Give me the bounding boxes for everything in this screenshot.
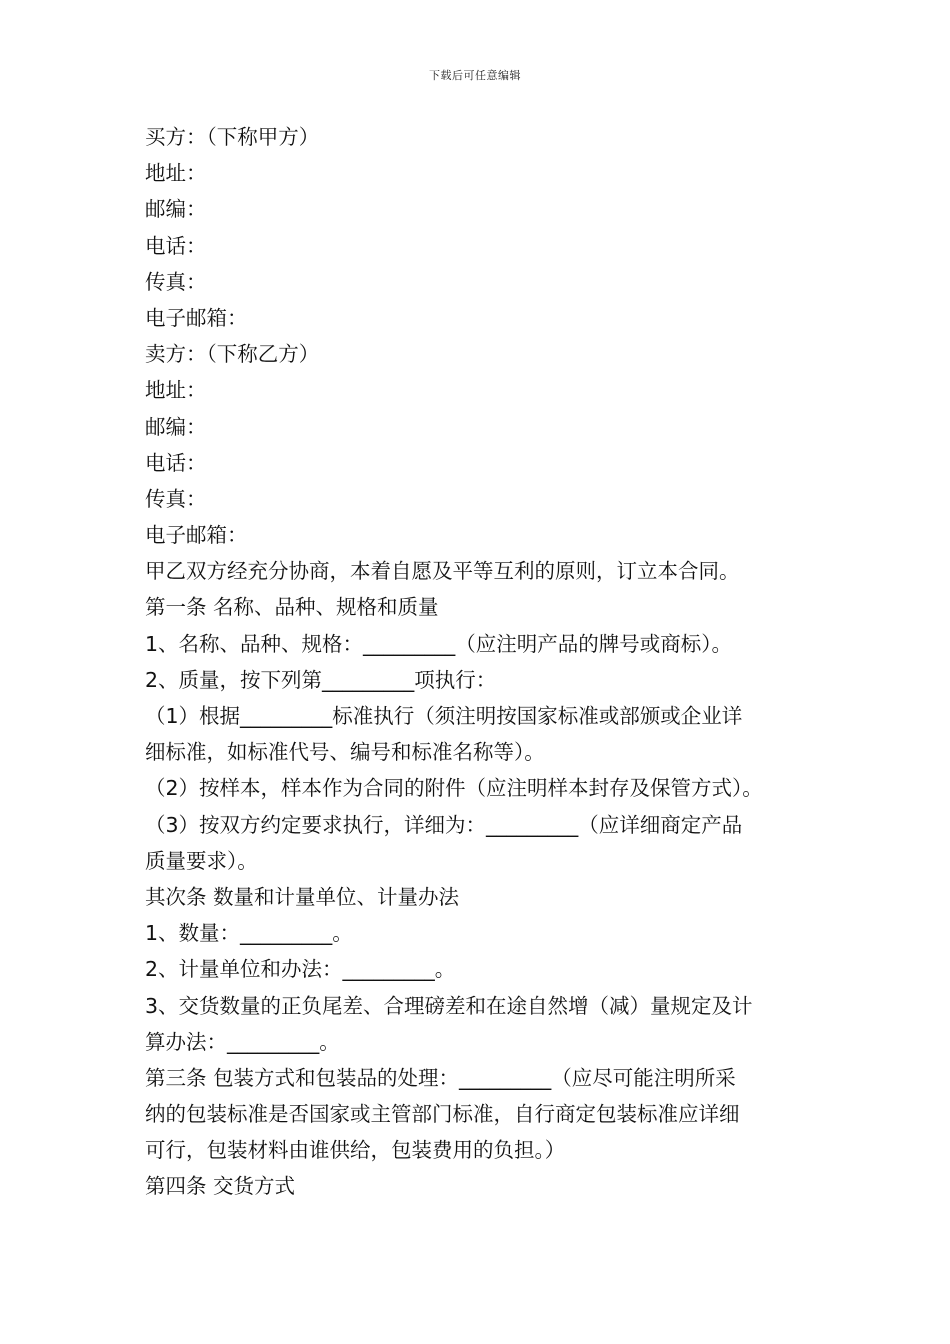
article-3-heading: 第三条 包装方式和包装品的处理：_________（应尽可能注明所采 bbox=[145, 1065, 736, 1090]
article-2-item-2: 2、计量单位和办法：_________。 bbox=[145, 957, 456, 982]
buyer-address-line: 地址： bbox=[145, 161, 207, 186]
header-note: 下载后可任意编辑 bbox=[429, 69, 521, 82]
article-1-subitem-2: （2）按样本，样本作为合同的附件（应注明样本封存及保管方式）。 bbox=[145, 776, 763, 801]
seller-fax-line: 传真： bbox=[145, 486, 207, 511]
article-1-heading: 第一条 名称、品种、规格和质量 bbox=[145, 595, 439, 620]
preamble-line: 甲乙双方经充分协商，本着自愿及平等互利的原则，订立本合同。 bbox=[145, 559, 740, 584]
article-1-subitem-1-cont: 细标准，如标准代号、编号和标准名称等）。 bbox=[145, 740, 545, 765]
seller-phone-line: 电话： bbox=[145, 450, 207, 475]
article-1-subitem-3-cont: 质量要求）。 bbox=[145, 848, 258, 873]
article-2-item-3-cont: 算办法：_________。 bbox=[145, 1029, 340, 1054]
article-1-item-2: 2、质量，按下列第_________项执行： bbox=[145, 667, 497, 692]
contract-body bbox=[145, 119, 825, 1205]
seller-postcode-line: 邮编： bbox=[145, 414, 207, 439]
seller-email-line: 电子邮箱： bbox=[145, 523, 248, 548]
article-4-heading: 第四条 交货方式 bbox=[145, 1174, 296, 1199]
article-3-cont-1: 纳的包装标准是否国家或主管部门标准，自行商定包装标准应详细 bbox=[145, 1102, 740, 1127]
buyer-fax-line: 传真： bbox=[145, 269, 207, 294]
article-2-item-3: 3、交货数量的正负尾差、合理磅差和在途自然增（减）量规定及计 bbox=[145, 993, 753, 1018]
article-1-subitem-3: （3）按双方约定要求执行，详细为：_________（应详细商定产品 bbox=[145, 812, 743, 837]
article-3-cont-2: 可行，包装材料由谁供给，包装费用的负担。） bbox=[145, 1138, 566, 1163]
article-2-heading: 其次条 数量和计量单位、计量办法 bbox=[145, 884, 460, 909]
buyer-postcode-line: 邮编： bbox=[145, 197, 207, 222]
article-1-item-1: 1、名称、品种、规格：_________（应注明产品的牌号或商标）。 bbox=[145, 631, 733, 656]
seller-address-line: 地址： bbox=[145, 378, 207, 403]
seller-line: 卖方：（下称乙方） bbox=[145, 342, 320, 367]
article-1-subitem-1: （1）根据_________标准执行（须注明按国家标准或部颁或企业详 bbox=[145, 704, 743, 728]
buyer-phone-line: 电话： bbox=[145, 233, 207, 258]
article-2-item-1: 1、数量：_________。 bbox=[145, 921, 353, 946]
buyer-line: 买方：（下称甲方） bbox=[145, 125, 320, 149]
buyer-email-line: 电子邮箱： bbox=[145, 305, 248, 330]
